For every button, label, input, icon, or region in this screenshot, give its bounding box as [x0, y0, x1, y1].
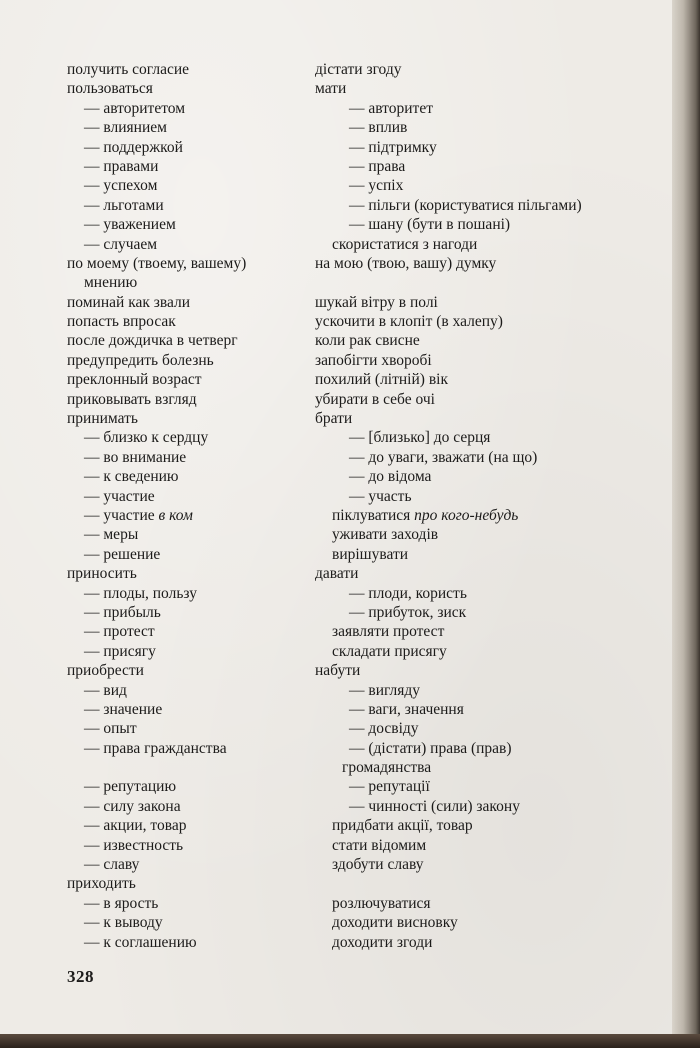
- russian-phrase: [67, 700, 332, 719]
- russian-phrase-text: — присягу: [84, 642, 156, 660]
- russian-phrase-text: — значение: [84, 700, 163, 718]
- russian-phrase-text: — к соглашению: [84, 933, 197, 951]
- russian-phrase-text: — плоды, пользу: [84, 584, 197, 602]
- russian-phrase: [67, 777, 332, 796]
- ukrainian-phrase-text: шукай вітру в полі: [315, 293, 438, 311]
- ukrainian-phrase-text: мати: [315, 80, 347, 98]
- russian-phrase: [67, 913, 332, 932]
- ukrainian-phrase: [315, 60, 627, 79]
- ukrainian-phrase: [332, 603, 627, 622]
- russian-phrase-text: — случаем: [84, 235, 158, 253]
- ukrainian-phrase: [315, 874, 627, 893]
- ukrainian-phrase: [315, 661, 627, 680]
- dictionary-row: [67, 235, 627, 254]
- russian-phrase-text: — права гражданства: [84, 739, 227, 757]
- dictionary-row: [67, 506, 627, 525]
- ukrainian-phrase: [332, 894, 627, 913]
- ukrainian-phrase: [332, 855, 627, 874]
- russian-phrase-text: — влиянием: [84, 119, 167, 137]
- ukrainian-phrase-text: коли рак свисне: [315, 332, 420, 350]
- ukrainian-phrase-text: — [близько] до серця: [349, 429, 491, 447]
- dictionary-row: [67, 525, 627, 544]
- dictionary-row: [67, 584, 627, 603]
- ukrainian-phrase-text: — участь: [349, 487, 412, 505]
- russian-phrase: [67, 428, 332, 447]
- dictionary-row: [67, 545, 627, 564]
- russian-phrase-text: принимать: [67, 410, 138, 428]
- ukrainian-phrase: [332, 719, 627, 738]
- ukrainian-phrase-text: — пільги (користуватися пільгами): [349, 196, 582, 214]
- ukrainian-phrase: [315, 293, 627, 312]
- ukrainian-phrase: [332, 642, 627, 661]
- ukrainian-phrase: [332, 428, 627, 447]
- ukrainian-phrase-text: заявляти протест: [332, 623, 445, 641]
- dictionary-row: [67, 913, 627, 932]
- ukrainian-phrase-text: — ваги, значення: [349, 700, 464, 718]
- ukrainian-phrase-text: — досвіду: [349, 720, 419, 738]
- ukrainian-phrase: [315, 370, 627, 389]
- russian-phrase-text: получить согласие: [67, 61, 190, 78]
- russian-phrase: [67, 487, 332, 506]
- page-number: 328: [67, 967, 94, 986]
- dictionary-row: [67, 661, 627, 680]
- russian-phrase: [67, 855, 332, 874]
- ukrainian-phrase-text: громадянства: [342, 759, 432, 777]
- russian-phrase-text: — акции, товар: [84, 817, 187, 835]
- ukrainian-phrase: [315, 409, 627, 428]
- russian-phrase-text: — вид: [84, 681, 127, 699]
- russian-phrase-text: преклонный возраст: [67, 371, 202, 389]
- russian-phrase-text: — в ярость: [84, 894, 159, 912]
- russian-phrase: [67, 138, 332, 157]
- ukrainian-phrase-text: брати: [315, 410, 353, 428]
- russian-phrase-text: — поддержкой: [84, 138, 183, 156]
- ukrainian-phrase-text: похилий (літній) вік: [315, 371, 448, 389]
- ukrainian-phrase: [315, 254, 627, 273]
- russian-phrase-text: — к выводу: [84, 914, 163, 932]
- ukrainian-phrase-text: вирішувати: [332, 545, 409, 563]
- russian-phrase: [67, 933, 332, 952]
- russian-phrase-text: — авторитетом: [84, 99, 186, 117]
- dictionary-row: [67, 60, 627, 79]
- dictionary-row: [67, 196, 627, 215]
- ukrainian-phrase-text: — чинності (сили) закону: [349, 797, 520, 815]
- ukrainian-phrase-text: — вплив: [349, 119, 408, 137]
- dictionary-row: [67, 273, 627, 292]
- ukrainian-phrase: [332, 138, 627, 157]
- russian-phrase: [67, 448, 332, 467]
- ukrainian-phrase-text: дістати згоду: [315, 61, 402, 78]
- russian-phrase-text: по моему (твоему, вашему): [67, 254, 247, 272]
- russian-phrase: [67, 506, 332, 525]
- ukrainian-phrase: [315, 390, 627, 409]
- russian-phrase-text: — льготами: [84, 196, 164, 214]
- book-edge: [672, 0, 700, 1048]
- ukrainian-phrase-text: піклуватися: [332, 506, 415, 524]
- dictionary-row: [67, 836, 627, 855]
- russian-phrase-text: — славу: [84, 856, 140, 874]
- dictionary-row: [67, 487, 627, 506]
- ukrainian-phrase-text: запобігти хворобі: [315, 351, 432, 369]
- russian-phrase: [67, 176, 332, 195]
- ukrainian-phrase-text: здобути славу: [332, 856, 424, 874]
- russian-phrase: [67, 235, 332, 254]
- russian-phrase-italic: в ком: [158, 506, 193, 524]
- dictionary-row: [67, 933, 627, 952]
- ukrainian-phrase-text: — підтримку: [349, 138, 437, 156]
- russian-phrase-text: — правами: [84, 157, 159, 175]
- ukrainian-phrase-italic: про кого-небудь: [414, 506, 519, 524]
- russian-phrase: [67, 409, 315, 428]
- ukrainian-phrase: [315, 312, 627, 331]
- ukrainian-phrase: [332, 118, 627, 137]
- russian-phrase: [67, 681, 332, 700]
- russian-phrase: [67, 467, 332, 486]
- russian-phrase: [67, 584, 332, 603]
- ukrainian-phrase: [332, 273, 627, 292]
- ukrainian-phrase-text: ускочити в клопіт (в халепу): [315, 313, 503, 331]
- russian-phrase: [67, 836, 332, 855]
- dictionary-row: [67, 118, 627, 137]
- ukrainian-phrase-text: — плоди, користь: [349, 584, 467, 602]
- dictionary-row: [67, 215, 627, 234]
- ukrainian-phrase: [332, 545, 627, 564]
- ukrainian-phrase-text: — (дістати) права (прав): [349, 739, 512, 757]
- dictionary-row: [67, 138, 627, 157]
- ukrainian-phrase-text: — до уваги, зважати (на що): [349, 448, 538, 466]
- ukrainian-phrase: [332, 933, 627, 952]
- ukrainian-phrase: [332, 525, 627, 544]
- dictionary-row: [67, 894, 627, 913]
- ukrainian-phrase-text: придбати акції, товар: [332, 817, 473, 835]
- russian-phrase: [67, 254, 315, 273]
- russian-phrase: [67, 273, 332, 292]
- russian-phrase: [67, 661, 315, 680]
- russian-phrase: [67, 60, 315, 79]
- russian-phrase-text: приносить: [67, 565, 137, 583]
- ukrainian-phrase: [332, 622, 627, 641]
- russian-phrase: [67, 874, 315, 893]
- russian-phrase: [67, 642, 332, 661]
- ukrainian-phrase-text: убирати в себе очі: [315, 390, 435, 408]
- russian-phrase-text: — успехом: [84, 177, 158, 195]
- dictionary-row: [67, 293, 627, 312]
- russian-phrase-text: — близко к сердцу: [84, 429, 209, 447]
- ukrainian-phrase: [315, 351, 627, 370]
- ukrainian-phrase: [332, 176, 627, 195]
- ukrainian-phrase: [332, 99, 627, 118]
- ukrainian-phrase-text: — вигляду: [349, 681, 421, 699]
- ukrainian-phrase-text: — шану (бути в пошані): [349, 216, 511, 234]
- russian-phrase: [67, 622, 332, 641]
- russian-phrase-text: мнению: [84, 274, 138, 292]
- ukrainian-phrase-text: скористатися з нагоди: [332, 235, 478, 253]
- dictionary-row: [67, 79, 627, 98]
- dictionary-row: [67, 719, 627, 738]
- ukrainian-phrase-text: доходити згоди: [332, 933, 433, 951]
- dictionary-row: [67, 351, 627, 370]
- dictionary-row: [67, 331, 627, 350]
- russian-phrase: [67, 758, 315, 777]
- dictionary-row: [67, 681, 627, 700]
- russian-phrase: [67, 99, 332, 118]
- ukrainian-phrase: [332, 448, 627, 467]
- ukrainian-phrase: [332, 157, 627, 176]
- russian-phrase-text: приковывать взгляд: [67, 390, 197, 408]
- russian-phrase-text: — силу закона: [84, 797, 181, 815]
- russian-phrase: [67, 816, 332, 835]
- dictionary-row: [67, 370, 627, 389]
- ukrainian-phrase: [332, 913, 627, 932]
- russian-phrase: [67, 603, 332, 622]
- ukrainian-phrase: [332, 196, 627, 215]
- ukrainian-phrase-text: стати відомим: [332, 836, 427, 854]
- ukrainian-phrase-text: доходити висновку: [332, 914, 458, 932]
- russian-phrase-text: приходить: [67, 875, 136, 893]
- russian-phrase-text: — протест: [84, 623, 155, 641]
- russian-phrase: [67, 739, 332, 758]
- russian-phrase-text: — участие: [84, 506, 159, 524]
- russian-phrase: [67, 215, 332, 234]
- dictionary-row: [67, 603, 627, 622]
- russian-phrase-text: — уважением: [84, 216, 176, 234]
- ukrainian-phrase-text: давати: [315, 565, 359, 583]
- russian-phrase-text: — к сведению: [84, 468, 179, 486]
- russian-phrase-text: приобрести: [67, 662, 144, 680]
- russian-phrase: [67, 894, 332, 913]
- dictionary-row: [67, 758, 627, 777]
- russian-phrase: [67, 157, 332, 176]
- russian-phrase-text: — известность: [84, 836, 184, 854]
- ukrainian-phrase-text: уживати заходів: [332, 526, 439, 544]
- russian-phrase-text: попасть впросак: [67, 313, 176, 331]
- russian-phrase-text: — прибыль: [84, 603, 161, 621]
- russian-phrase: [67, 390, 315, 409]
- russian-phrase: [67, 196, 332, 215]
- dictionary-row: [67, 777, 627, 796]
- russian-phrase: [67, 719, 332, 738]
- ukrainian-phrase-text: — права: [349, 157, 406, 175]
- ukrainian-phrase: [332, 816, 627, 835]
- russian-phrase: [67, 331, 315, 350]
- russian-phrase: [67, 312, 315, 331]
- dictionary-row: [67, 99, 627, 118]
- ukrainian-phrase-text: — авторитет: [349, 99, 433, 117]
- russian-phrase: [67, 118, 332, 137]
- ukrainian-phrase: [332, 235, 627, 254]
- russian-phrase: [67, 79, 315, 98]
- russian-phrase: [67, 351, 315, 370]
- russian-phrase-text: — опыт: [84, 720, 137, 738]
- dictionary-row: [67, 254, 627, 273]
- russian-phrase-text: пользоваться: [67, 80, 153, 98]
- russian-phrase: [67, 525, 332, 544]
- russian-phrase-text: — репутацию: [84, 778, 177, 796]
- dictionary-row: [67, 855, 627, 874]
- russian-phrase-text: — решение: [84, 545, 161, 563]
- ukrainian-phrase-text: — успіх: [349, 177, 404, 195]
- russian-phrase: [67, 293, 315, 312]
- ukrainian-phrase: [332, 584, 627, 603]
- russian-phrase-text: — меры: [84, 526, 139, 544]
- dictionary-row: [67, 312, 627, 331]
- ukrainian-phrase: [315, 79, 627, 98]
- ukrainian-phrase: [332, 215, 627, 234]
- ukrainian-phrase-text: — прибуток, зиск: [349, 603, 467, 621]
- ukrainian-phrase: [315, 331, 627, 350]
- ukrainian-phrase: [332, 506, 627, 525]
- ukrainian-phrase: [332, 681, 627, 700]
- ukrainian-phrase: [332, 739, 627, 758]
- ukrainian-phrase-text: розлючуватися: [332, 894, 431, 912]
- ukrainian-phrase-text: на мою (твою, вашу) думку: [315, 254, 497, 272]
- russian-phrase: [67, 545, 332, 564]
- ukrainian-phrase-text: — репутації: [349, 778, 430, 796]
- dictionary-row: [67, 467, 627, 486]
- russian-phrase-text: — участие: [84, 487, 155, 505]
- phrase-dictionary: [67, 60, 627, 952]
- dictionary-row: [67, 176, 627, 195]
- ukrainian-phrase-text: складати присягу: [332, 642, 447, 660]
- ukrainian-phrase: [315, 564, 627, 583]
- dictionary-row: [67, 622, 627, 641]
- ukrainian-phrase: [315, 758, 627, 777]
- dictionary-row: [67, 797, 627, 816]
- dictionary-row: [67, 816, 627, 835]
- dictionary-row: [67, 390, 627, 409]
- russian-phrase-text: предупредить болезнь: [67, 351, 214, 369]
- ukrainian-phrase: [332, 487, 627, 506]
- ukrainian-phrase: [332, 797, 627, 816]
- dictionary-row: [67, 874, 627, 893]
- russian-phrase: [67, 370, 315, 389]
- dictionary-row: [67, 642, 627, 661]
- scan-border: [0, 1034, 700, 1048]
- russian-phrase: [67, 564, 315, 583]
- russian-phrase-text: — во внимание: [84, 448, 187, 466]
- dictionary-row: [67, 428, 627, 447]
- dictionary-row: [67, 157, 627, 176]
- ukrainian-phrase-text: — до відома: [349, 468, 432, 486]
- ukrainian-phrase-text: набути: [315, 662, 361, 680]
- russian-phrase-text: поминай как звали: [67, 293, 191, 311]
- ukrainian-phrase: [332, 700, 627, 719]
- ukrainian-phrase: [332, 777, 627, 796]
- ukrainian-phrase: [332, 836, 627, 855]
- russian-phrase-text: после дождичка в четверг: [67, 332, 238, 350]
- dictionary-row: [67, 700, 627, 719]
- ukrainian-phrase: [332, 467, 627, 486]
- dictionary-row: [67, 409, 627, 428]
- russian-phrase: [67, 797, 332, 816]
- dictionary-row: [67, 564, 627, 583]
- dictionary-row: [67, 739, 627, 758]
- dictionary-row: [67, 448, 627, 467]
